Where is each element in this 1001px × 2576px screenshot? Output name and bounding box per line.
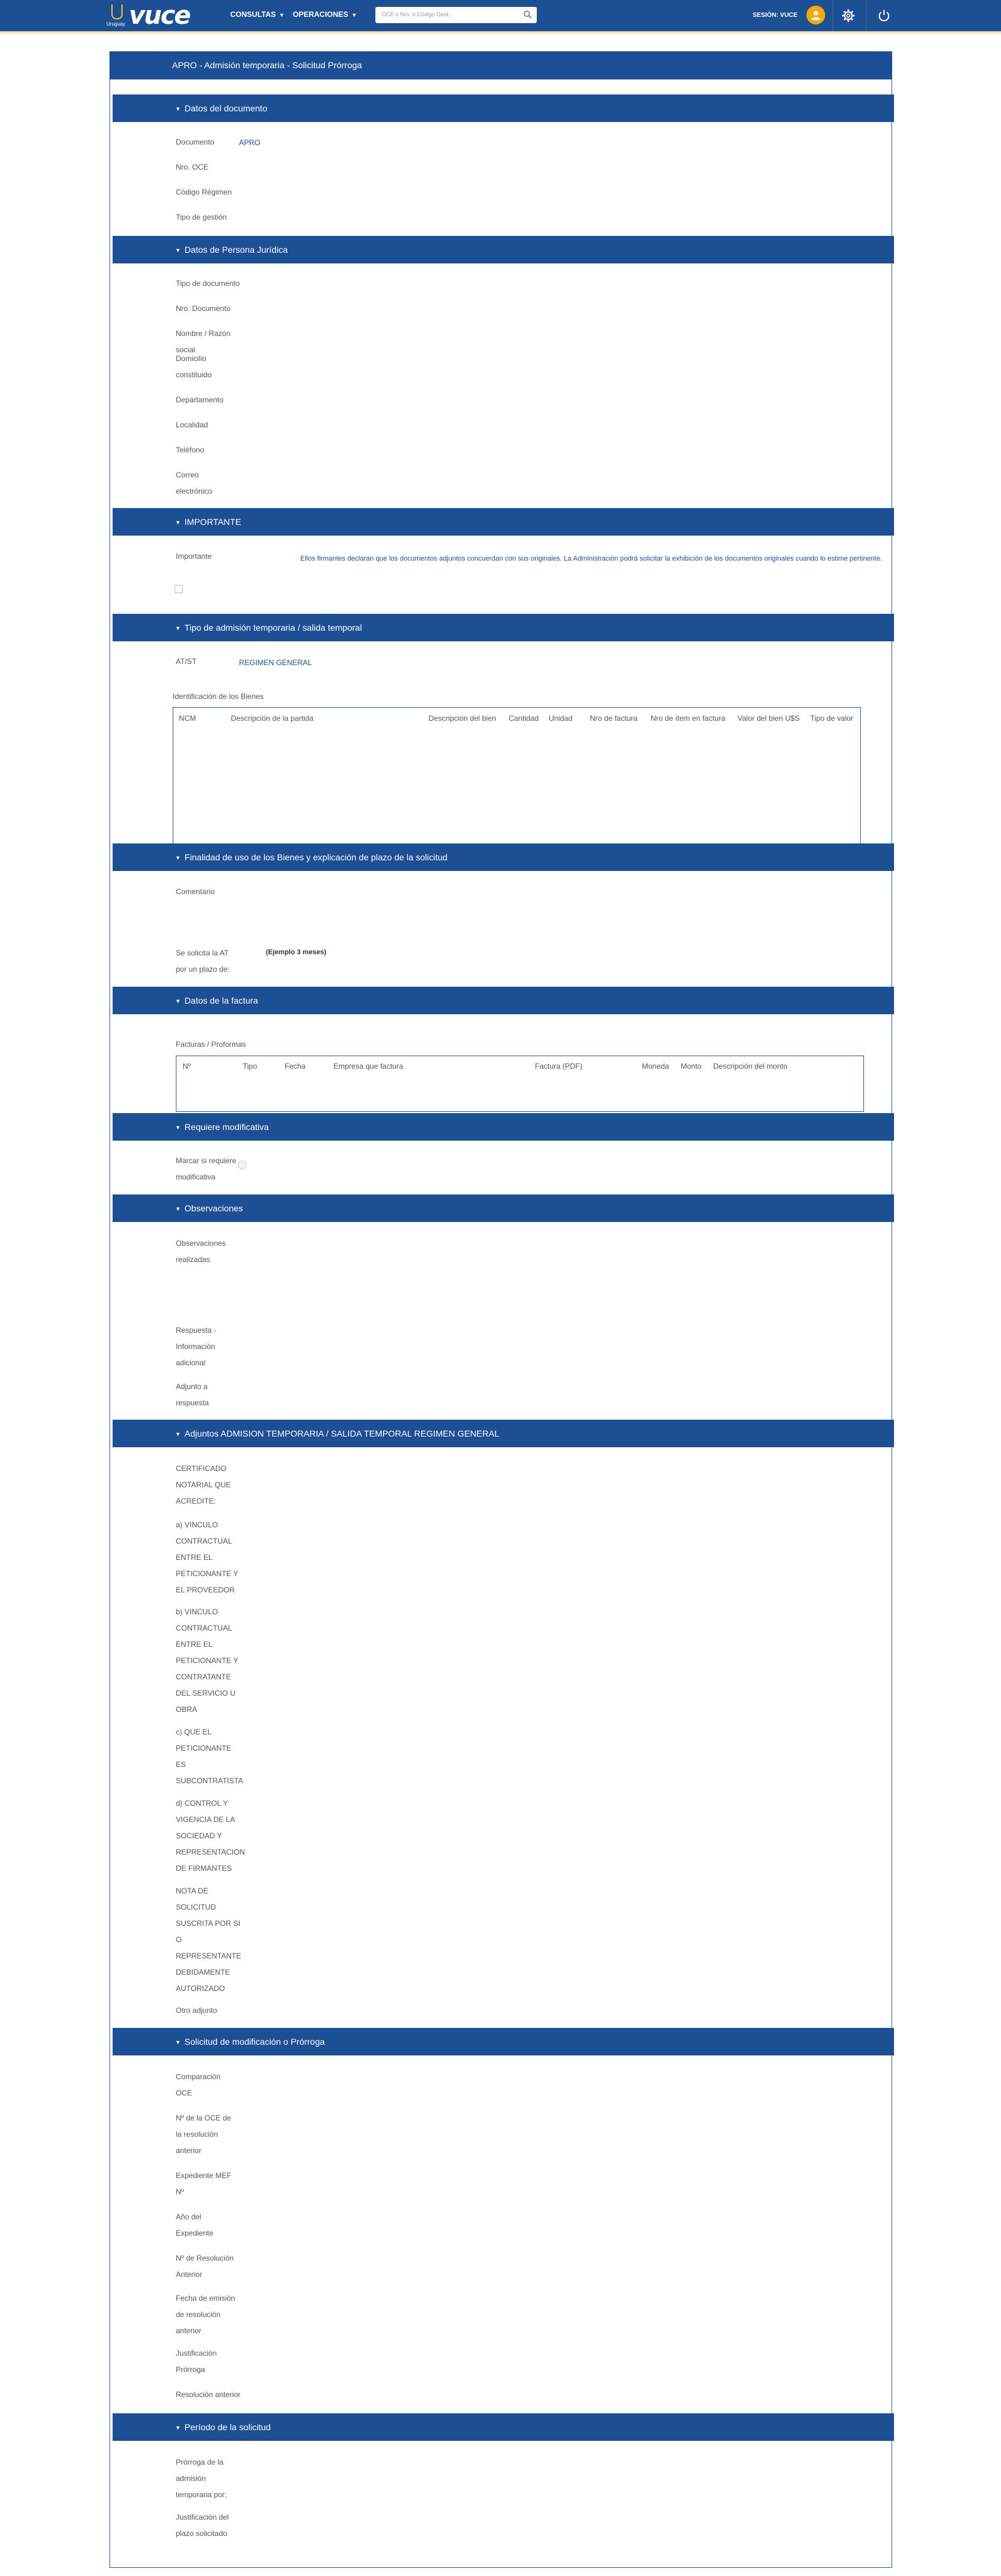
field-label: Documento bbox=[176, 138, 215, 146]
section-title: Requiere modificativa bbox=[184, 1122, 269, 1132]
field-label: Importante bbox=[176, 552, 212, 561]
column-header: Descripción del bien bbox=[429, 714, 497, 723]
section-title: Datos del documento bbox=[184, 103, 268, 113]
section-header-adjuntos[interactable] bbox=[113, 1420, 894, 1447]
field-label: Código Régimen bbox=[176, 188, 232, 196]
field-label: c) QUE EL PETICIONANTE ES SUBCONTRATISTA bbox=[176, 1728, 243, 1785]
search-input[interactable] bbox=[375, 7, 537, 23]
field-label: Nro. Documento bbox=[176, 304, 231, 313]
field-label: Domicilio constituido bbox=[176, 354, 212, 379]
caret-down-icon: ▼ bbox=[175, 519, 181, 526]
column-header: Descripción del monto bbox=[713, 1062, 788, 1071]
section-header-factura[interactable] bbox=[113, 987, 894, 1014]
column-header: Unidad bbox=[549, 714, 573, 723]
top-bar bbox=[0, 0, 1001, 31]
section-title: Período de la solicitud bbox=[184, 2422, 271, 2432]
column-header: Nro de factura bbox=[590, 714, 638, 723]
field-label: Expediente MEF Nº bbox=[176, 2171, 231, 2196]
bienes-table bbox=[173, 707, 861, 844]
section-title: Datos de Persona Jurídica bbox=[184, 245, 288, 255]
field-label: Justificación del plazo solicitado bbox=[176, 2513, 229, 2538]
field-label: Facturas / Proformas bbox=[176, 1040, 246, 1049]
nav-consultas[interactable] bbox=[230, 10, 285, 19]
nav-operaciones[interactable] bbox=[293, 10, 357, 19]
importante-note: Ellos firmantes declaran que los documentos adjuntos concuerdan con sus originales. La Administración podrá solicitar la exhibición de los documentos originales cuando lo estime pertinente. bbox=[300, 555, 883, 563]
field-label: b) VINCULO CONTRACTUAL ENTRE EL PETICIONANTE Y CONTRATANTE DEL SERVICIO U OBRA bbox=[176, 1607, 238, 1714]
field-label: Observaciones realizadas bbox=[176, 1239, 226, 1264]
caret-down-icon: ▼ bbox=[175, 2425, 181, 2431]
acepto-checkbox[interactable] bbox=[175, 585, 183, 593]
field-label: Tipo de documento bbox=[176, 279, 240, 288]
vuce-logo[interactable] bbox=[106, 3, 200, 29]
nav-consultas-label: CONSULTAS bbox=[230, 10, 276, 19]
field-label: Nombre / Razón social bbox=[176, 329, 231, 354]
section-header-documento[interactable] bbox=[113, 94, 894, 122]
field-label: Año del Expediente bbox=[176, 2212, 214, 2237]
page-title: APRO - Admisión temporaria - Solicitud Prórroga bbox=[109, 51, 892, 79]
section-header-solicitud[interactable] bbox=[113, 2028, 894, 2055]
user-icon bbox=[810, 9, 821, 21]
field-label: Nro. OCE bbox=[176, 163, 209, 171]
section-title: Finalidad de uso de los Bienes y explicación de plazo de la solicitud bbox=[184, 852, 448, 862]
uruguay-emblem-icon bbox=[111, 4, 123, 19]
search-icon[interactable] bbox=[523, 10, 532, 19]
section-header-tipo-admision[interactable] bbox=[113, 614, 894, 641]
section-title: Tipo de admisión temporaria / salida temporal bbox=[184, 623, 362, 633]
column-header: Moneda bbox=[642, 1062, 669, 1071]
caret-down-icon: ▼ bbox=[175, 106, 181, 112]
gear-icon[interactable] bbox=[841, 9, 855, 23]
field-label: Otro adjunto bbox=[176, 2006, 218, 2015]
field-label: Localidad bbox=[176, 420, 208, 429]
column-header: Tipo de valor bbox=[810, 714, 853, 723]
column-header: NCM bbox=[179, 714, 196, 723]
column-header: Descripción de la partida bbox=[231, 714, 314, 723]
field-label: AT/ST bbox=[176, 657, 197, 666]
section-header-persona[interactable] bbox=[113, 236, 894, 263]
field-label: Prórroga de la admisión temporaria por: bbox=[176, 2458, 227, 2499]
column-header: Cantidad bbox=[509, 714, 539, 723]
session-label[interactable]: SESIÓN: VUCE bbox=[753, 12, 798, 19]
caret-down-icon: ▼ bbox=[175, 2039, 181, 2045]
section-title: Observaciones bbox=[184, 1203, 243, 1213]
nav-operaciones-label: OPERACIONES bbox=[293, 10, 348, 19]
section-title: Datos de la factura bbox=[184, 995, 258, 1005]
caret-down-icon: ▼ bbox=[175, 855, 181, 861]
column-header: Monto bbox=[681, 1062, 702, 1071]
field-label: Teléfono bbox=[176, 445, 205, 454]
at-st-value: REGIMEN GENERAL bbox=[239, 658, 312, 667]
caret-down-icon: ▼ bbox=[175, 625, 181, 631]
section-title: IMPORTANTE bbox=[184, 517, 241, 527]
field-label: Justificación Prórroga bbox=[176, 2349, 217, 2374]
chevron-down-icon: ▼ bbox=[351, 12, 357, 18]
field-label: Tipo de gestión bbox=[176, 213, 227, 221]
column-header: Nº bbox=[183, 1062, 191, 1071]
field-label: a) VINCULO CONTRACTUAL ENTRE EL PETICIONANTE Y EL PROVEEDOR bbox=[176, 1520, 238, 1594]
caret-down-icon: ▼ bbox=[175, 247, 181, 253]
documento-value: APRO bbox=[239, 138, 261, 147]
logo-country: Uruguay bbox=[106, 21, 126, 27]
field-label: Comparación OCE bbox=[176, 2072, 221, 2097]
field-label: Nº de la OCE de la resolución anterior bbox=[176, 2114, 231, 2155]
caret-down-icon: ▼ bbox=[175, 1431, 181, 1437]
column-header: Valor del bien U$S bbox=[738, 714, 800, 723]
section-header-importante[interactable] bbox=[113, 508, 894, 536]
section-title: Adjuntos ADMISION TEMPORARIA / SALIDA TEMPORAL REGIMEN GENERAL bbox=[184, 1428, 500, 1438]
field-label: Resolución anterior bbox=[176, 2390, 241, 2399]
column-header: Fecha bbox=[285, 1062, 306, 1071]
logo-text: vuce bbox=[129, 1, 190, 30]
column-header: Tipo bbox=[243, 1062, 257, 1071]
power-icon[interactable] bbox=[877, 9, 891, 23]
field-label: Identificación de los Bienes bbox=[173, 692, 264, 701]
plazo-hint: (Ejemplo 3 meses) bbox=[266, 949, 327, 956]
avatar[interactable] bbox=[806, 6, 825, 24]
section-header-observaciones[interactable] bbox=[113, 1194, 894, 1222]
requiere-modificativa-checkbox[interactable] bbox=[238, 1161, 246, 1169]
column-header: Factura (PDF) bbox=[535, 1062, 583, 1071]
field-label: Respuesta - Información adicional bbox=[176, 1326, 216, 1367]
chevron-down-icon: ▼ bbox=[278, 12, 285, 18]
caret-down-icon: ▼ bbox=[175, 1124, 181, 1131]
field-label: d) CONTROL Y VIGENCIA DE LA SOCIEDAD Y REPRESENTACION DE FIRMANTES bbox=[176, 1799, 245, 1873]
facturas-table bbox=[176, 1056, 864, 1112]
field-label: Correo electrónico bbox=[176, 471, 213, 496]
section-header-finalidad[interactable] bbox=[113, 843, 894, 871]
section-header-modificativa[interactable] bbox=[113, 1113, 894, 1141]
field-label: Fecha de emisión de resolución anterior bbox=[176, 2294, 235, 2335]
field-label: Departamento bbox=[176, 395, 224, 404]
field-label: Adjunto a respuesta bbox=[176, 1382, 209, 1407]
field-label: Se solicita la AT por un plazo de: bbox=[176, 949, 230, 974]
header-accent-line bbox=[0, 31, 1001, 34]
section-header-periodo[interactable] bbox=[113, 2413, 894, 2441]
column-header: Empresa que factura bbox=[333, 1062, 404, 1071]
field-label: CERTIFICADO NOTARIAL QUE ACREDITE: bbox=[176, 1464, 231, 1505]
search-placeholder: OCE o Nro. o Código Gest. bbox=[382, 11, 450, 18]
field-label: Comentario bbox=[176, 887, 215, 896]
column-header: Nro de ítem en factura bbox=[651, 714, 726, 723]
caret-down-icon: ▼ bbox=[175, 1206, 181, 1212]
caret-down-icon: ▼ bbox=[175, 998, 181, 1004]
field-label: Marcar si requiere modificativa bbox=[176, 1156, 236, 1181]
section-title: Solicitud de modificación o Prórroga bbox=[184, 2037, 325, 2047]
field-label: NOTA DE SOLICITUD SUSCRITA POR SI O REPRESENTANTE DEBIDAMENTE AUTORIZADO bbox=[176, 1886, 241, 1993]
field-label: Nº de Resolución Anterior bbox=[176, 2254, 234, 2279]
